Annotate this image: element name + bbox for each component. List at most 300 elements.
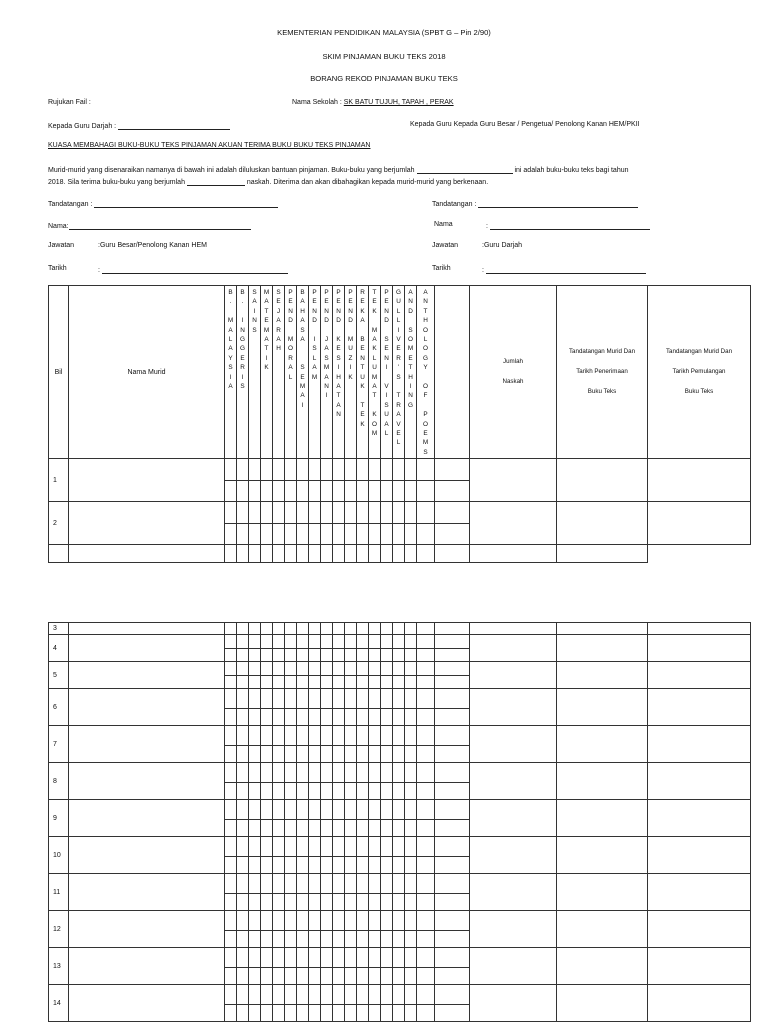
blank-cell[interactable]: [435, 524, 470, 545]
subject-check-cell[interactable]: [261, 783, 273, 800]
subject-check-cell[interactable]: [237, 623, 249, 635]
subject-check-cell[interactable]: [225, 783, 237, 800]
subject-check-cell[interactable]: [273, 931, 285, 948]
subject-check-cell[interactable]: [273, 649, 285, 662]
blank-cell[interactable]: [435, 857, 470, 874]
subject-check-cell[interactable]: [321, 968, 333, 985]
subject-check-cell[interactable]: [285, 763, 297, 783]
subject-check-cell[interactable]: [417, 524, 435, 545]
student-name-cell[interactable]: [69, 800, 225, 837]
subject-check-cell[interactable]: [417, 662, 435, 676]
return-signature-cell[interactable]: [648, 502, 751, 545]
subject-check-cell[interactable]: [357, 968, 369, 985]
empty-cell[interactable]: [435, 545, 470, 563]
subject-check-cell[interactable]: [393, 726, 405, 746]
subject-check-cell[interactable]: [321, 709, 333, 726]
subject-check-cell[interactable]: [261, 649, 273, 662]
subject-check-cell[interactable]: [309, 524, 321, 545]
subject-check-cell[interactable]: [345, 763, 357, 783]
return-signature-cell[interactable]: [648, 662, 751, 689]
subject-check-cell[interactable]: [369, 524, 381, 545]
subject-check-cell[interactable]: [285, 948, 297, 968]
subject-check-cell[interactable]: [357, 746, 369, 763]
subject-check-cell[interactable]: [285, 911, 297, 931]
empty-cell[interactable]: [345, 545, 357, 563]
subject-check-cell[interactable]: [297, 800, 309, 820]
subject-check-cell[interactable]: [381, 746, 393, 763]
subject-check-cell[interactable]: [417, 689, 435, 709]
subject-check-cell[interactable]: [249, 874, 261, 894]
subject-check-cell[interactable]: [225, 726, 237, 746]
subject-check-cell[interactable]: [285, 931, 297, 948]
blank-cell[interactable]: [435, 800, 470, 820]
subject-check-cell[interactable]: [321, 783, 333, 800]
subject-check-cell[interactable]: [345, 985, 357, 1005]
subject-check-cell[interactable]: [249, 746, 261, 763]
subject-check-cell[interactable]: [381, 662, 393, 676]
subject-check-cell[interactable]: [297, 931, 309, 948]
subject-check-cell[interactable]: [237, 800, 249, 820]
subject-check-cell[interactable]: [381, 726, 393, 746]
subject-check-cell[interactable]: [369, 481, 381, 502]
empty-cell[interactable]: [297, 545, 309, 563]
copies-total-cell[interactable]: [470, 837, 557, 874]
subject-check-cell[interactable]: [261, 662, 273, 676]
subject-check-cell[interactable]: [249, 911, 261, 931]
subject-check-cell[interactable]: [249, 783, 261, 800]
subject-check-cell[interactable]: [393, 985, 405, 1005]
left-date-line[interactable]: [102, 265, 288, 274]
subject-check-cell[interactable]: [369, 948, 381, 968]
subject-check-cell[interactable]: [345, 968, 357, 985]
subject-check-cell[interactable]: [381, 524, 393, 545]
subject-check-cell[interactable]: [297, 894, 309, 911]
subject-check-cell[interactable]: [333, 763, 345, 783]
left-name-line[interactable]: [69, 221, 251, 230]
empty-cell[interactable]: [470, 545, 557, 563]
subject-check-cell[interactable]: [369, 820, 381, 837]
subject-check-cell[interactable]: [321, 857, 333, 874]
subject-check-cell[interactable]: [225, 502, 237, 524]
subject-check-cell[interactable]: [273, 746, 285, 763]
subject-check-cell[interactable]: [321, 649, 333, 662]
subject-check-cell[interactable]: [381, 800, 393, 820]
subject-check-cell[interactable]: [417, 726, 435, 746]
subject-check-cell[interactable]: [225, 985, 237, 1005]
subject-check-cell[interactable]: [225, 662, 237, 676]
subject-check-cell[interactable]: [381, 948, 393, 968]
subject-check-cell[interactable]: [417, 746, 435, 763]
subject-check-cell[interactable]: [237, 985, 249, 1005]
copies-total-cell[interactable]: [470, 948, 557, 985]
copies-total-cell[interactable]: [470, 623, 557, 635]
subject-check-cell[interactable]: [333, 948, 345, 968]
subject-check-cell[interactable]: [345, 1005, 357, 1022]
subject-check-cell[interactable]: [393, 837, 405, 857]
subject-check-cell[interactable]: [309, 623, 321, 635]
subject-check-cell[interactable]: [237, 502, 249, 524]
subject-check-cell[interactable]: [309, 763, 321, 783]
subject-check-cell[interactable]: [261, 911, 273, 931]
subject-check-cell[interactable]: [381, 623, 393, 635]
subject-check-cell[interactable]: [369, 931, 381, 948]
subject-check-cell[interactable]: [345, 837, 357, 857]
subject-check-cell[interactable]: [237, 837, 249, 857]
subject-check-cell[interactable]: [357, 948, 369, 968]
empty-cell[interactable]: [417, 545, 435, 563]
subject-check-cell[interactable]: [249, 726, 261, 746]
subject-check-cell[interactable]: [297, 820, 309, 837]
receive-signature-cell[interactable]: [557, 911, 648, 948]
copies-count-line[interactable]: [187, 177, 245, 186]
subject-check-cell[interactable]: [225, 676, 237, 689]
subject-check-cell[interactable]: [357, 726, 369, 746]
subject-check-cell[interactable]: [297, 911, 309, 931]
student-name-cell[interactable]: [69, 623, 225, 635]
subject-check-cell[interactable]: [309, 649, 321, 662]
subject-check-cell[interactable]: [285, 894, 297, 911]
subject-check-cell[interactable]: [369, 911, 381, 931]
copies-total-cell[interactable]: [470, 911, 557, 948]
subject-check-cell[interactable]: [405, 763, 417, 783]
subject-check-cell[interactable]: [225, 894, 237, 911]
blank-cell[interactable]: [435, 968, 470, 985]
subject-check-cell[interactable]: [369, 837, 381, 857]
subject-check-cell[interactable]: [357, 763, 369, 783]
subject-check-cell[interactable]: [309, 1005, 321, 1022]
subject-check-cell[interactable]: [369, 894, 381, 911]
subject-check-cell[interactable]: [249, 837, 261, 857]
subject-check-cell[interactable]: [405, 968, 417, 985]
subject-check-cell[interactable]: [381, 709, 393, 726]
empty-cell[interactable]: [321, 545, 333, 563]
subject-check-cell[interactable]: [273, 857, 285, 874]
subject-check-cell[interactable]: [333, 709, 345, 726]
subject-check-cell[interactable]: [369, 502, 381, 524]
subject-check-cell[interactable]: [345, 948, 357, 968]
subject-check-cell[interactable]: [393, 1005, 405, 1022]
copies-total-cell[interactable]: [470, 635, 557, 662]
subject-check-cell[interactable]: [405, 689, 417, 709]
subject-check-cell[interactable]: [273, 1005, 285, 1022]
subject-check-cell[interactable]: [261, 931, 273, 948]
subject-check-cell[interactable]: [393, 948, 405, 968]
subject-check-cell[interactable]: [345, 726, 357, 746]
subject-check-cell[interactable]: [225, 968, 237, 985]
subject-check-cell[interactable]: [285, 481, 297, 502]
subject-check-cell[interactable]: [417, 635, 435, 649]
subject-check-cell[interactable]: [357, 676, 369, 689]
subject-check-cell[interactable]: [321, 662, 333, 676]
subject-check-cell[interactable]: [405, 746, 417, 763]
subject-check-cell[interactable]: [369, 709, 381, 726]
subject-check-cell[interactable]: [285, 676, 297, 689]
student-name-cell[interactable]: [69, 763, 225, 800]
subject-check-cell[interactable]: [369, 649, 381, 662]
subject-check-cell[interactable]: [249, 709, 261, 726]
subject-check-cell[interactable]: [357, 689, 369, 709]
subject-check-cell[interactable]: [381, 502, 393, 524]
subject-check-cell[interactable]: [309, 968, 321, 985]
subject-check-cell[interactable]: [417, 623, 435, 635]
subject-check-cell[interactable]: [261, 746, 273, 763]
receive-signature-cell[interactable]: [557, 623, 648, 635]
subject-check-cell[interactable]: [285, 837, 297, 857]
subject-check-cell[interactable]: [381, 931, 393, 948]
book-count-line[interactable]: [417, 165, 513, 174]
blank-cell[interactable]: [435, 676, 470, 689]
subject-check-cell[interactable]: [297, 968, 309, 985]
subject-check-cell[interactable]: [321, 481, 333, 502]
empty-cell[interactable]: [393, 545, 405, 563]
subject-check-cell[interactable]: [249, 676, 261, 689]
subject-check-cell[interactable]: [273, 783, 285, 800]
subject-check-cell[interactable]: [285, 689, 297, 709]
subject-check-cell[interactable]: [273, 689, 285, 709]
subject-check-cell[interactable]: [249, 649, 261, 662]
subject-check-cell[interactable]: [393, 524, 405, 545]
return-signature-cell[interactable]: [648, 837, 751, 874]
subject-check-cell[interactable]: [393, 763, 405, 783]
return-signature-cell[interactable]: [648, 874, 751, 911]
subject-check-cell[interactable]: [321, 676, 333, 689]
subject-check-cell[interactable]: [417, 709, 435, 726]
to-teacher-line[interactable]: [118, 121, 230, 130]
subject-check-cell[interactable]: [297, 985, 309, 1005]
return-signature-cell[interactable]: [648, 763, 751, 800]
subject-check-cell[interactable]: [261, 985, 273, 1005]
subject-check-cell[interactable]: [309, 662, 321, 676]
subject-check-cell[interactable]: [309, 502, 321, 524]
receive-signature-cell[interactable]: [557, 948, 648, 985]
return-signature-cell[interactable]: [648, 459, 751, 502]
subject-check-cell[interactable]: [309, 931, 321, 948]
subject-check-cell[interactable]: [249, 689, 261, 709]
receive-signature-cell[interactable]: [557, 459, 648, 502]
subject-check-cell[interactable]: [333, 502, 345, 524]
return-signature-cell[interactable]: [648, 689, 751, 726]
subject-check-cell[interactable]: [273, 911, 285, 931]
copies-total-cell[interactable]: [470, 689, 557, 726]
subject-check-cell[interactable]: [381, 635, 393, 649]
empty-cell[interactable]: [381, 545, 393, 563]
subject-check-cell[interactable]: [417, 857, 435, 874]
subject-check-cell[interactable]: [417, 948, 435, 968]
subject-check-cell[interactable]: [237, 662, 249, 676]
subject-check-cell[interactable]: [309, 459, 321, 481]
subject-check-cell[interactable]: [249, 894, 261, 911]
subject-check-cell[interactable]: [393, 894, 405, 911]
subject-check-cell[interactable]: [333, 726, 345, 746]
subject-check-cell[interactable]: [297, 481, 309, 502]
subject-check-cell[interactable]: [321, 726, 333, 746]
subject-check-cell[interactable]: [393, 874, 405, 894]
subject-check-cell[interactable]: [297, 763, 309, 783]
blank-cell[interactable]: [435, 709, 470, 726]
subject-check-cell[interactable]: [297, 783, 309, 800]
subject-check-cell[interactable]: [237, 524, 249, 545]
subject-check-cell[interactable]: [273, 800, 285, 820]
blank-cell[interactable]: [435, 948, 470, 968]
subject-check-cell[interactable]: [297, 502, 309, 524]
subject-check-cell[interactable]: [369, 800, 381, 820]
subject-check-cell[interactable]: [309, 894, 321, 911]
empty-cell[interactable]: [333, 545, 345, 563]
subject-check-cell[interactable]: [261, 481, 273, 502]
subject-check-cell[interactable]: [333, 783, 345, 800]
empty-cell[interactable]: [225, 545, 237, 563]
subject-check-cell[interactable]: [357, 502, 369, 524]
subject-check-cell[interactable]: [417, 502, 435, 524]
subject-check-cell[interactable]: [225, 649, 237, 662]
subject-check-cell[interactable]: [249, 985, 261, 1005]
subject-check-cell[interactable]: [321, 894, 333, 911]
subject-check-cell[interactable]: [285, 623, 297, 635]
subject-check-cell[interactable]: [261, 968, 273, 985]
subject-check-cell[interactable]: [273, 635, 285, 649]
subject-check-cell[interactable]: [417, 820, 435, 837]
subject-check-cell[interactable]: [297, 635, 309, 649]
subject-check-cell[interactable]: [369, 985, 381, 1005]
subject-check-cell[interactable]: [405, 502, 417, 524]
subject-check-cell[interactable]: [273, 985, 285, 1005]
empty-cell[interactable]: [249, 545, 261, 563]
subject-check-cell[interactable]: [357, 857, 369, 874]
empty-cell[interactable]: [557, 545, 648, 563]
subject-check-cell[interactable]: [297, 524, 309, 545]
subject-check-cell[interactable]: [249, 820, 261, 837]
left-sign-line[interactable]: [94, 199, 278, 208]
subject-check-cell[interactable]: [369, 623, 381, 635]
subject-check-cell[interactable]: [417, 874, 435, 894]
subject-check-cell[interactable]: [309, 726, 321, 746]
subject-check-cell[interactable]: [333, 481, 345, 502]
subject-check-cell[interactable]: [225, 820, 237, 837]
subject-check-cell[interactable]: [297, 662, 309, 676]
subject-check-cell[interactable]: [309, 676, 321, 689]
subject-check-cell[interactable]: [309, 800, 321, 820]
subject-check-cell[interactable]: [345, 623, 357, 635]
blank-cell[interactable]: [435, 783, 470, 800]
subject-check-cell[interactable]: [285, 857, 297, 874]
subject-check-cell[interactable]: [369, 689, 381, 709]
subject-check-cell[interactable]: [261, 894, 273, 911]
subject-check-cell[interactable]: [237, 726, 249, 746]
subject-check-cell[interactable]: [297, 459, 309, 481]
subject-check-cell[interactable]: [369, 676, 381, 689]
subject-check-cell[interactable]: [321, 931, 333, 948]
subject-check-cell[interactable]: [405, 726, 417, 746]
receive-signature-cell[interactable]: [557, 985, 648, 1022]
subject-check-cell[interactable]: [381, 894, 393, 911]
subject-check-cell[interactable]: [237, 783, 249, 800]
subject-check-cell[interactable]: [393, 931, 405, 948]
subject-check-cell[interactable]: [321, 911, 333, 931]
subject-check-cell[interactable]: [333, 931, 345, 948]
subject-check-cell[interactable]: [249, 481, 261, 502]
subject-check-cell[interactable]: [321, 948, 333, 968]
copies-total-cell[interactable]: [470, 800, 557, 837]
subject-check-cell[interactable]: [405, 948, 417, 968]
empty-cell[interactable]: [405, 545, 417, 563]
subject-check-cell[interactable]: [381, 481, 393, 502]
subject-check-cell[interactable]: [285, 459, 297, 481]
subject-check-cell[interactable]: [249, 968, 261, 985]
subject-check-cell[interactable]: [369, 746, 381, 763]
subject-check-cell[interactable]: [345, 459, 357, 481]
subject-check-cell[interactable]: [393, 800, 405, 820]
subject-check-cell[interactable]: [393, 746, 405, 763]
subject-check-cell[interactable]: [333, 894, 345, 911]
blank-cell[interactable]: [435, 931, 470, 948]
subject-check-cell[interactable]: [345, 874, 357, 894]
subject-check-cell[interactable]: [333, 459, 345, 481]
subject-check-cell[interactable]: [285, 820, 297, 837]
subject-check-cell[interactable]: [393, 689, 405, 709]
subject-check-cell[interactable]: [321, 985, 333, 1005]
subject-check-cell[interactable]: [345, 502, 357, 524]
subject-check-cell[interactable]: [357, 911, 369, 931]
subject-check-cell[interactable]: [273, 524, 285, 545]
subject-check-cell[interactable]: [417, 837, 435, 857]
blank-cell[interactable]: [435, 763, 470, 783]
subject-check-cell[interactable]: [225, 709, 237, 726]
subject-check-cell[interactable]: [249, 623, 261, 635]
subject-check-cell[interactable]: [333, 623, 345, 635]
subject-check-cell[interactable]: [357, 783, 369, 800]
subject-check-cell[interactable]: [297, 837, 309, 857]
subject-check-cell[interactable]: [381, 911, 393, 931]
student-name-cell[interactable]: [69, 874, 225, 911]
student-name-cell[interactable]: [69, 911, 225, 948]
subject-check-cell[interactable]: [237, 894, 249, 911]
subject-check-cell[interactable]: [297, 676, 309, 689]
subject-check-cell[interactable]: [285, 662, 297, 676]
blank-cell[interactable]: [435, 649, 470, 662]
subject-check-cell[interactable]: [285, 649, 297, 662]
subject-check-cell[interactable]: [381, 857, 393, 874]
subject-check-cell[interactable]: [285, 783, 297, 800]
subject-check-cell[interactable]: [225, 459, 237, 481]
subject-check-cell[interactable]: [417, 931, 435, 948]
subject-check-cell[interactable]: [405, 874, 417, 894]
subject-check-cell[interactable]: [321, 746, 333, 763]
subject-check-cell[interactable]: [405, 635, 417, 649]
subject-check-cell[interactable]: [369, 874, 381, 894]
subject-check-cell[interactable]: [273, 676, 285, 689]
student-name-cell[interactable]: [69, 635, 225, 662]
subject-check-cell[interactable]: [369, 968, 381, 985]
subject-check-cell[interactable]: [309, 837, 321, 857]
student-name-cell[interactable]: [69, 948, 225, 985]
subject-check-cell[interactable]: [285, 746, 297, 763]
subject-check-cell[interactable]: [333, 1005, 345, 1022]
subject-check-cell[interactable]: [309, 783, 321, 800]
blank-cell[interactable]: [435, 481, 470, 502]
subject-check-cell[interactable]: [405, 524, 417, 545]
subject-check-cell[interactable]: [225, 857, 237, 874]
subject-check-cell[interactable]: [417, 481, 435, 502]
subject-check-cell[interactable]: [297, 874, 309, 894]
return-signature-cell[interactable]: [648, 726, 751, 763]
student-name-cell[interactable]: [69, 662, 225, 689]
subject-check-cell[interactable]: [345, 820, 357, 837]
subject-check-cell[interactable]: [261, 820, 273, 837]
subject-check-cell[interactable]: [405, 894, 417, 911]
subject-check-cell[interactable]: [225, 524, 237, 545]
subject-check-cell[interactable]: [309, 709, 321, 726]
subject-check-cell[interactable]: [321, 837, 333, 857]
